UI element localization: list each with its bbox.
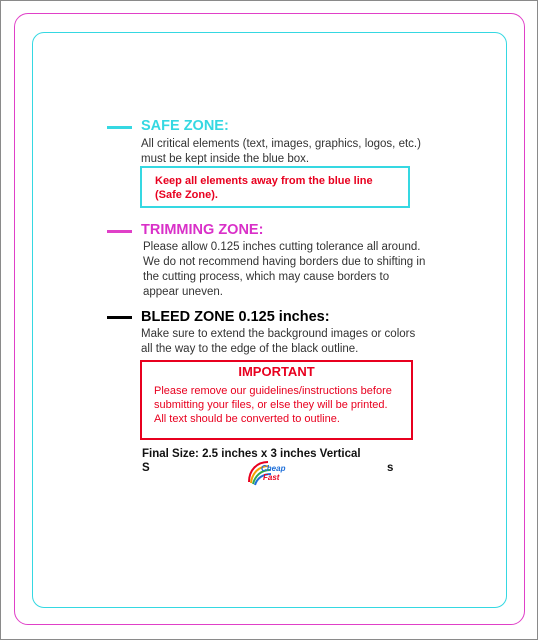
cheap-fast-logo: [243, 458, 293, 488]
trimming-zone-line: the cutting process, which may cause borders to: [143, 271, 390, 283]
bleed-zone-title: BLEED ZONE 0.125 inches:: [141, 309, 330, 325]
safe-zone-line: must be kept inside the blue box.: [141, 153, 310, 165]
callout-line: (Safe Zone).: [155, 189, 218, 201]
callout-line: Keep all elements away from the blue line: [155, 175, 373, 187]
safe-zone-marker: [107, 126, 132, 129]
important-box: [140, 360, 413, 440]
logo-word-cheap: Cheap: [261, 464, 286, 473]
trimming-zone-line: We do not recommend having borders due to shifting in: [143, 256, 426, 268]
trimming-zone-text: [143, 240, 425, 300]
trimming-zone-marker: [107, 230, 132, 233]
safe-zone-callout-text: [155, 174, 373, 202]
final-size-label: Final Size: 2.5 inches x 3 inches Vertical: [142, 448, 361, 460]
bleed-zone-marker: [107, 316, 132, 319]
bleed-zone-line: Make sure to extend the background images or colors: [141, 328, 416, 340]
bleed-zone-line: all the way to the edge of the black outline.: [141, 343, 359, 355]
trimming-zone-line: Please allow 0.125 inches cutting tolerance all around.: [143, 241, 421, 253]
trimming-zone-line: appear uneven.: [143, 286, 223, 298]
safe-zone-text: [141, 137, 421, 167]
important-text: [154, 384, 392, 426]
important-title: IMPORTANT: [238, 364, 315, 379]
safe-zone-line: All critical elements (text, images, graphics, logos, etc.): [141, 138, 421, 150]
safe-zone-callout-box: [140, 166, 410, 208]
logo-word-fast: Fast: [263, 473, 280, 482]
important-line: submitting your files, or else they will be printed.: [154, 399, 388, 411]
trimming-zone-title: TRIMMING ZONE:: [141, 222, 264, 238]
safe-zone-title: SAFE ZONE:: [141, 118, 229, 134]
important-line: Please remove our guidelines/instructions before: [154, 385, 392, 397]
bleed-zone-text: [141, 327, 415, 357]
cut-off-text-right: s: [387, 462, 394, 474]
cut-off-text-left: S: [142, 462, 150, 474]
important-line: All text should be converted to outline.: [154, 413, 340, 425]
